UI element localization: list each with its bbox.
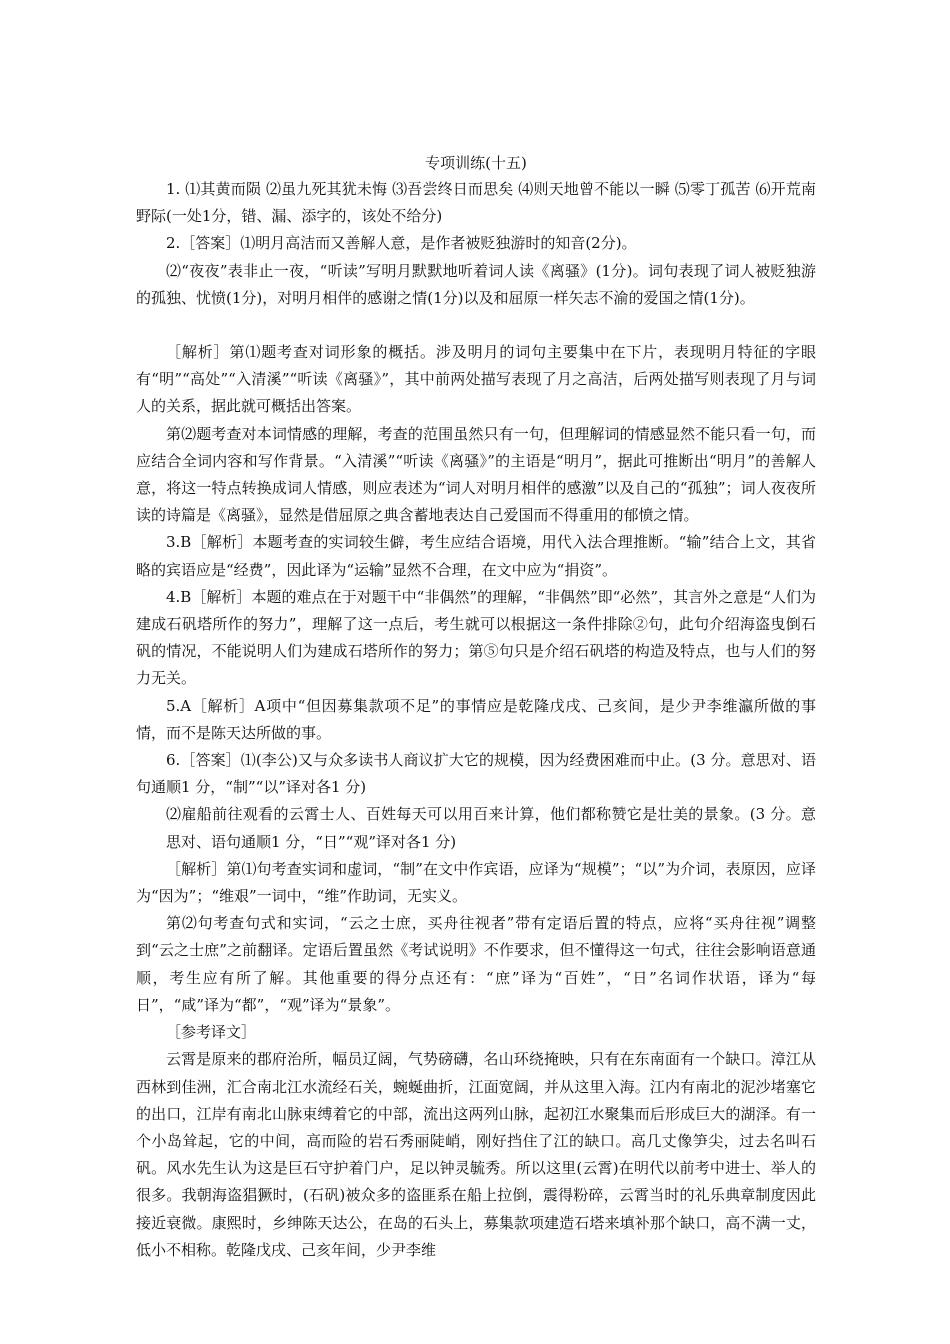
- answer-2: 2.［答案］⑴明月高洁而又善解人意，是作者被贬独游时的知音(2分)。: [166, 234, 637, 253]
- answer-6-part-1: 6.［答案］⑴(李公)又与众多读书人商议扩大它的规模，因为经费困难而中止。(3 分。意思对、语句通顺1 分，“制”“以”译对各1 分): [136, 751, 816, 797]
- answer-6-part-2: ⑵雇船前往观看的云霄士人、百姓每天可以用百来计算，他们都称赞它是壮美的景象。(3 分。意思对、语句通顺1 分，“日”“观”译对各1 分): [166, 805, 816, 851]
- reference-translation: 云霄是原来的郡府治所，幅员辽阔，气势磅礴，名山环绕掩映，只有在东南面有一个缺口。漳江从西林到佳洲，汇合南北江水流经石关，蜿蜒曲折，江面宽阔，并从这里入海。江内有南北的泥沙堵塞它的出口，江岸有南北山脉束缚着它的中部，流出这两列山脉，起初江水聚集而后形成巨大的湖泽。有一个小岛耸起，它的中间，高而险的岩石秀丽陡峭，刚好挡住了江的缺口。高几丈像笋尖，过去名叫石矾。风水先生认为这是巨石守护着门户，足以钟灵毓秀。所以这里(云霄)在明代以前考中进士、举人的很多。我朝海盗猖獗时，(石矾)被众多的盗匪系在船上拉倒，震得粉碎，云霄当时的礼乐典章制度因此接近衰微。康熙时，乡绅陈天达公，在岛的石头上，募集款项建造石塔来填补那个缺口，高不满一丈，低小不相称。乾隆戊戌、己亥年间，少尹李维: [136, 1050, 816, 1259]
- reference-translation-heading: ［参考译文］: [166, 1023, 257, 1042]
- analysis-2-part-1: ［解析］第⑴题考查对词形象的概括。涉及明月的词句主要集中在下片，表现明月特征的字眼有“明”“高处”“入清溪”“听读《离骚》”，其中前两处描写表现了月之高洁，后两处描写则表现了月与词人的关系，据此就可概括出答案。: [136, 343, 816, 416]
- blank-line: [136, 312, 816, 339]
- answer-1: 1. ⑴其黄而陨 ⑵虽九死其犹未悔 ⑶吾尝终日而思矣 ⑷则天地曾不能以一瞬 ⑸零丁孤苦 ⑹开荒南野际(一处1分，错、漏、添字的，该处不给分): [136, 180, 816, 226]
- analysis-6-part-1: ［解析］第⑴句考查实词和虚词，“制”在文中作宾语，应译为“规模”；“以”为介词，表原因，应译为“因为”；“维艰”一词中，“维”作助词，无实义。: [136, 859, 816, 906]
- answer-2-part-2: ⑵“夜夜”表非止一夜，“听读”写明月默默地听着词人读《离骚》(1分)。词句表现了词人被贬独游的孤独、忧愤(1分)，对明月相伴的感谢之情(1分)以及和屈原一样矢志不渝的爱国之情(1分)。: [136, 261, 816, 307]
- analysis-2-part-2: 第⑵题考查对本词情感的理解，考查的范围虽然只有一句，但理解词的情感显然不能只看一句，而应结合全词内容和写作背景。“入清溪”“听读《离骚》”的主语是“明月”，据此可推断出“明月”的善解人意，将这一特点转换成词人情感，则应表述为“词人对明月相伴的感激”以及自己的“孤独”；词人夜夜所读的诗篇是《离骚》，显然是借屈原之典含蓄地表达自己爱国而不得重用的郁愤之情。: [136, 424, 816, 525]
- analysis-6-part-2: 第⑵句考查句式和实词，“云之士庶，买舟往视者”带有定语后置的特点，应将“买舟往视”调整到“云之士庶”之前翻译。定语后置虽然《考试说明》不作要求，但不懂得这一句式，往往会影响语意通顺，考生应有所了解。其他重要的得分点还有：“庶”译为“百姓”，“日”名词作状语，译为“每日”，“咸”译为“都”，“观”译为“景象”。: [136, 914, 816, 1014]
- answer-4: 4.B［解析］本题的难点在于对题干中“非偶然”的理解，“非偶然”即“必然”，其言外之意是“人们为建成石矾塔所作的努力”，理解了这一点后，考生就可以根据这一条件排除②句，此句介绍海盗曳倒石矾的情况，不能说明人们为建成石塔所作的努力；第⑤句只是介绍石矾塔的构造及特点，也与人们的努力无关。: [136, 587, 816, 688]
- answer-5: 5.A［解析］A项中“但因募集款项不足”的事情应是乾隆戊戌、己亥间，是少尹李维瀛所做的事情，而不是陈天达所做的事。: [136, 696, 816, 742]
- document-page: [136, 152, 816, 1264]
- page-title: 专项训练(十五): [425, 154, 527, 172]
- answer-3: 3.B［解析］本题考查的实词较生僻，考生应结合语境，用代入法合理推断。“输”结合上文，其省略的宾语应是“经费”，因此译为“运输”显然不合理，在文中应为“捐资”。: [136, 533, 816, 579]
